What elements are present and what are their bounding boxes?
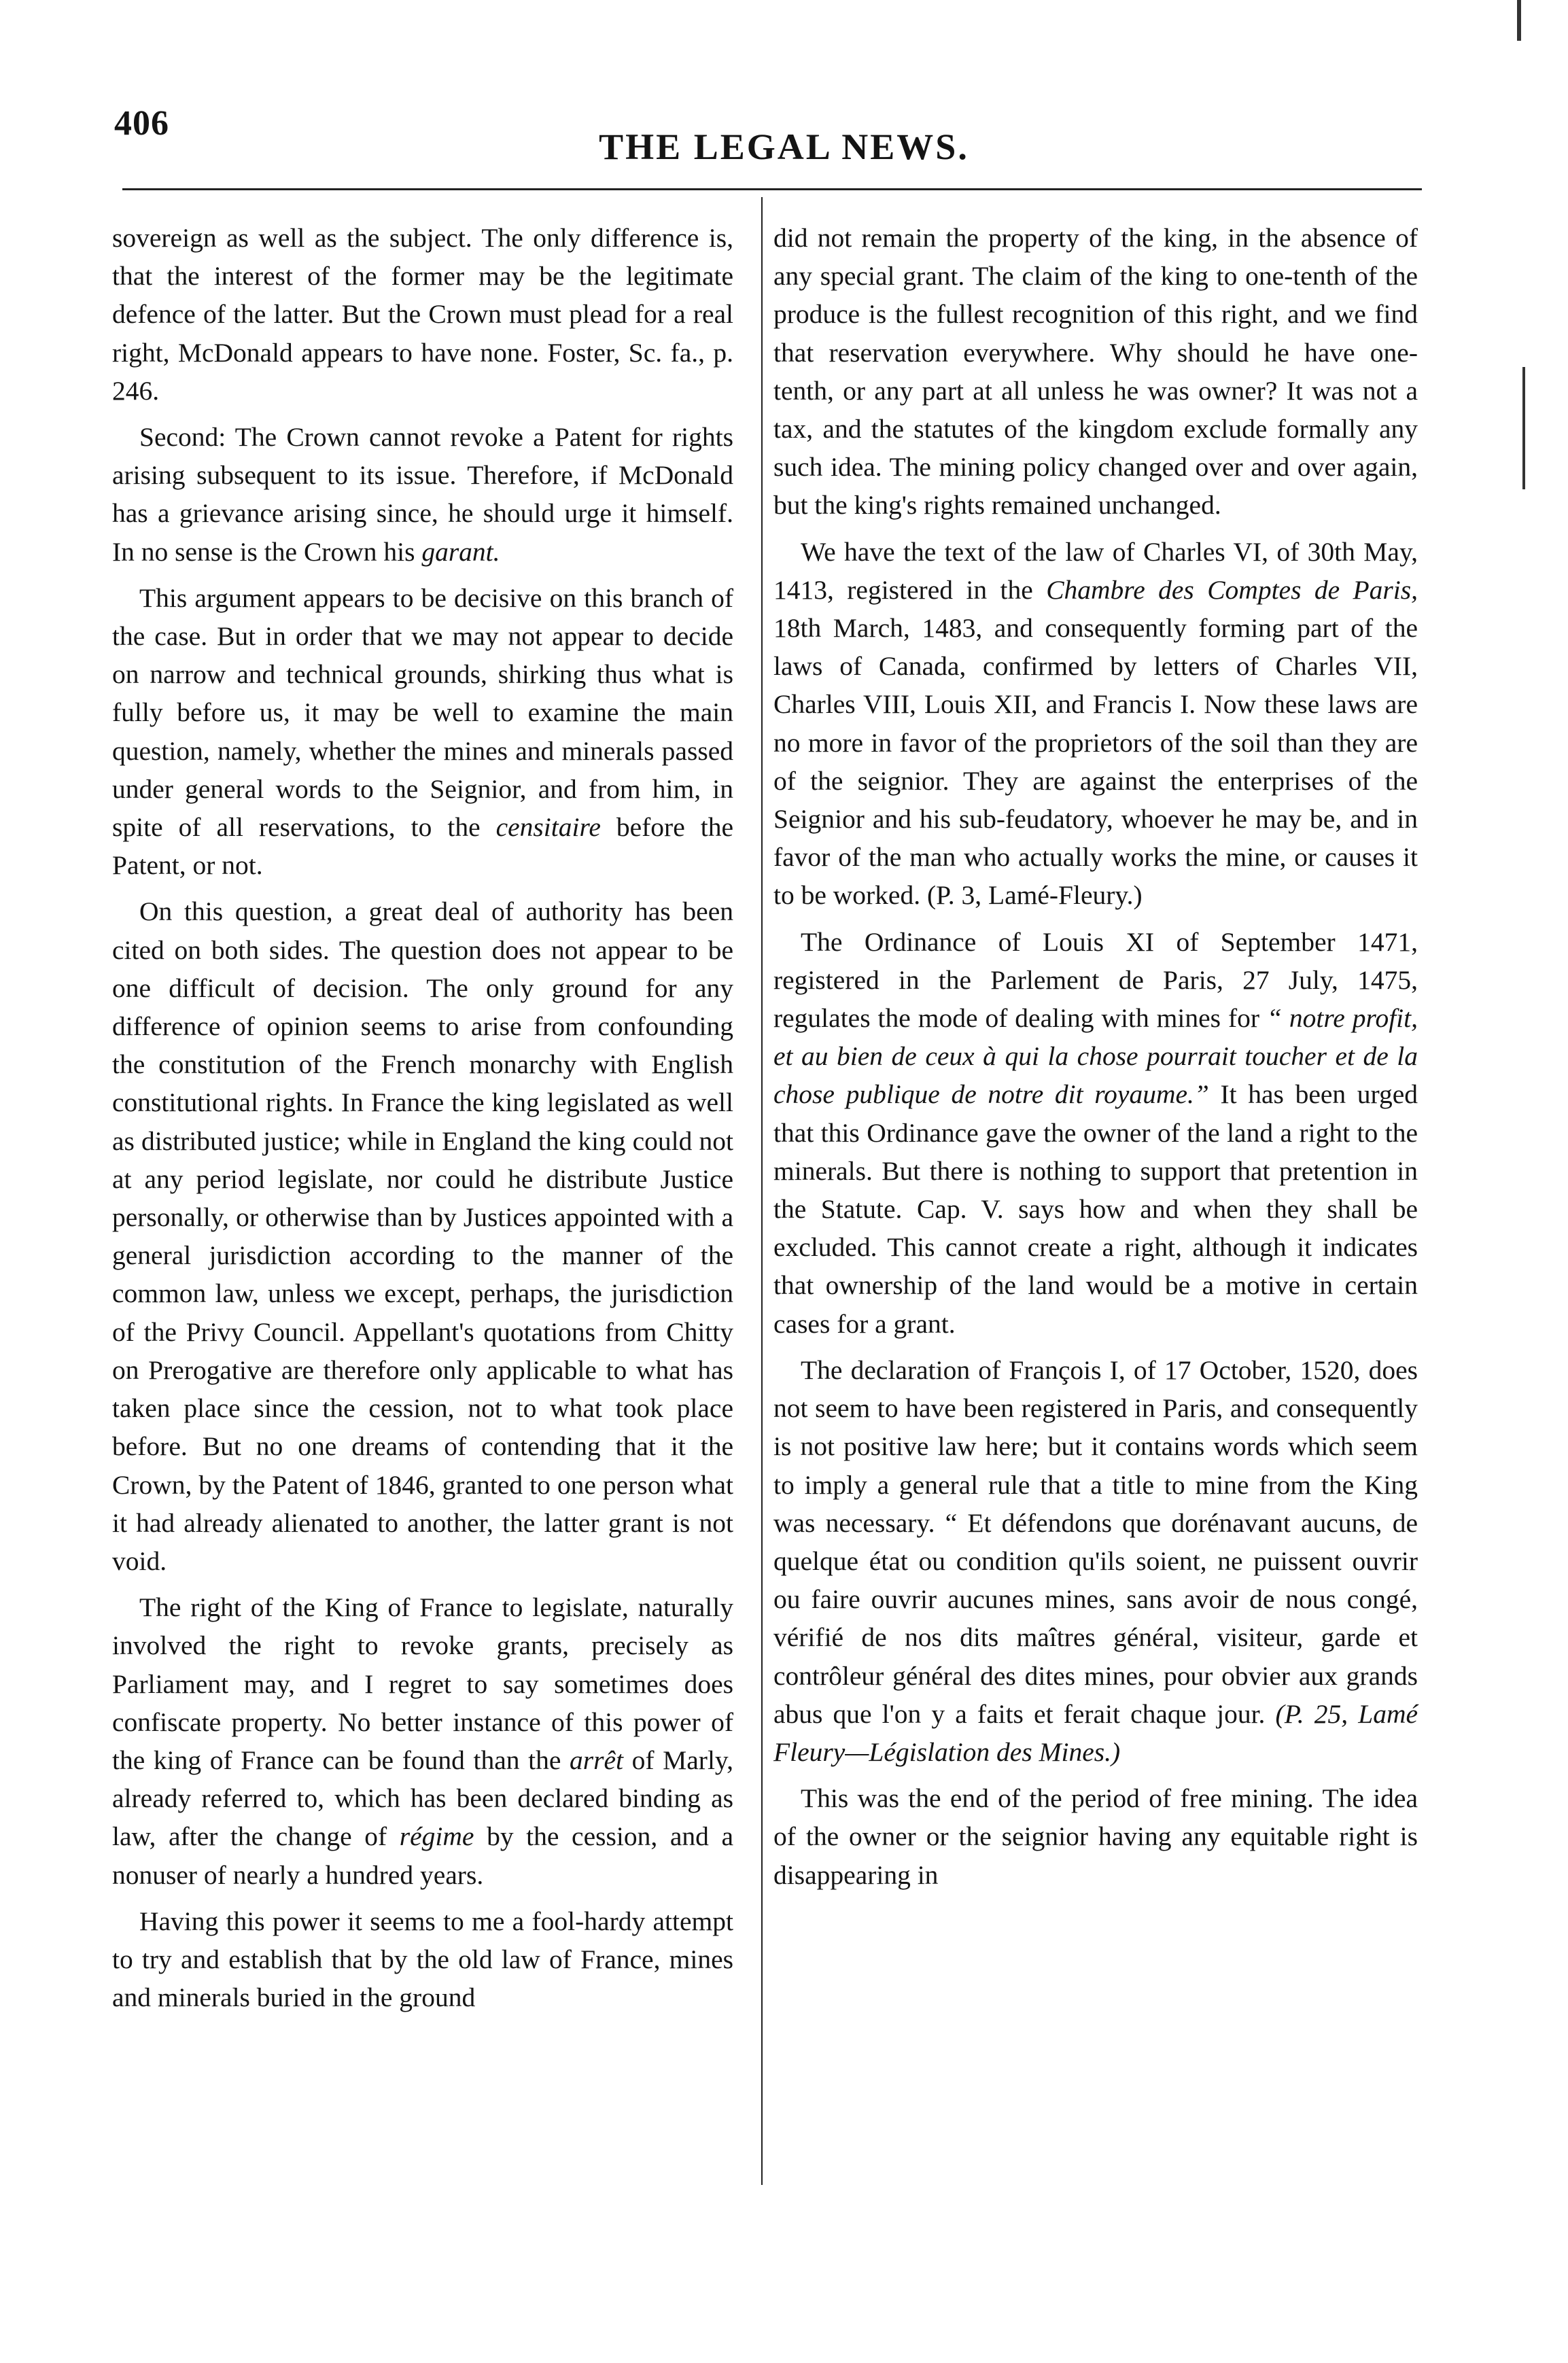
right-paragraph-2-italic: Chambre des Comptes de Paris, [1046,574,1418,605]
left-paragraph-1 [112,219,733,410]
running-head: THE LEGAL NEWS. [599,126,969,167]
left-paragraph-5-text-b: of Marly, already referred to, which has been declared binding as law, after the change of [112,1745,733,1852]
left-paragraph-5-text-c: by the cession, and a nonuser of nearly a hundred years. [112,1821,733,1890]
left-paragraph-2-text: Second: The Crown cannot revoke a Patent for rights arising subsequent to its issue. Therefore, if McDonald has a grievance arising since, he should urge it himself. In no sense is the Crown his [112,422,733,567]
right-paragraph-3-italic: “ notre profit, et au bien de ceux à qui la chose pourrait toucher et de la chose publique de notre dit royaume.” [773,1003,1418,1110]
margin-scan-mark-top [1517,0,1521,41]
right-paragraph-4-text-a: The declaration of François I, of 17 October, 1520, does not seem to have been registered in Paris, and consequently is not positive law here; but it contains words which seem to imply a general rule that a title to mine from the King was necessary. “ Et défendons que dorénavant aucuns, de quelque état ou condition qu'ils soient, ne puissent ouvrir ou faire ouvrir aucunes mines, sans avoir de nous congé, vérifié de nos dits maîtres général, visiteur, garde et contrôleur général des dites mines, pour obvier aux grands abus que l'on y a faits et ferait chaque jour. [773,1354,1418,1729]
header-rule [122,188,1422,190]
left-paragraph-5-italic-1: arrêt [570,1745,623,1775]
right-paragraph-4 [773,1351,1418,1771]
left-paragraph-2 [112,418,733,571]
column-divider [761,197,763,2185]
right-paragraph-3-text-a: The Ordinance of Louis XI of September 1471, registered in the Parlement de Paris, 27 July, 1475, regulates the mode of dealing with mines for [773,926,1418,1034]
right-paragraph-5-text: This was the end of the period of free mining. The idea of the owner or the seignior having any equitable right is disappearing in [773,1783,1418,1890]
right-paragraph-5 [773,1779,1418,1894]
margin-scan-mark-right [1522,367,1525,489]
left-column [112,219,733,2025]
left-paragraph-6 [112,1902,733,2017]
right-paragraph-2-text-a: We have the text of the law of Charles VI, of 30th May, 1413, registered in the [773,536,1418,605]
right-paragraph-4-italic: (P. 25, Lamé Fleury—Législation des Mines.) [773,1698,1418,1767]
right-paragraph-2-text-b: 18th March, 1483, and consequently forming part of the laws of Canada, confirmed by letters of Charles VII, Charles VIII, Louis XII, and Francis I. Now these laws are no more in favor of the proprietors of the soil than they are of the seignior. They are against the enterprises of the Seignior and his sub-feudatory, whoever he may be, and in favor of the man who actually works the mine, or causes it to be worked. (P. 3, Lamé-Fleury.) [773,613,1418,911]
right-paragraph-1-text: did not remain the property of the king, in the absence of any special grant. The claim of the king to one-tenth of the produce is the fullest recognition of this right, and we find that reservation everywhere. Why should he have one-tenth, or any part at all unless he was owner? It was not a tax, and the statutes of the kingdom exclude formally any such idea. The mining policy changed over and over again, but the king's rights remained unchanged. [773,223,1418,521]
left-paragraph-2-italic: garant. [421,536,500,567]
right-paragraph-2 [773,533,1418,915]
left-paragraph-5 [112,1588,733,1894]
left-paragraph-6-text: Having this power it seems to me a fool-hardy attempt to try and establish that by the old law of France, mines and minerals buried in the ground [112,1906,733,2013]
left-paragraph-5-text-a: The right of the King of France to legislate, naturally involved the right to revoke grants, precisely as Parliament may, and I regret to say sometimes does confiscate property. No better instance of this power of the king of France can be found than the [112,1592,733,1775]
left-paragraph-4 [112,892,733,1580]
left-paragraph-1-text: sovereign as well as the subject. The only difference is, that the interest of the former may be the legitimate defence of the latter. But the Crown must plead for a real right, McDonald appears to have none. Foster, Sc. fa., p. 246. [112,223,733,406]
left-paragraph-3-italic: censitaire [495,812,601,843]
right-paragraph-3-text-b: It has been urged that this Ordinance gave the owner of the land a right to the minerals. But there is nothing to support that pretention in the Statute. Cap. V. says how and when they shall be excluded. This cannot create a right, although it indicates that ownership of the land would be a motive in certain cases for a grant. [773,1079,1418,1339]
left-paragraph-4-text: On this question, a great deal of authority has been cited on both sides. The question does not appear to be one difficult of decision. The only ground for any difference of opinion seems to arise from confounding the constitution of the French monarchy with English constitutional rights. In France the king legislated as well as distributed justice; while in England the king could not at any period legislate, nor could he distribute Justice personally, or otherwise than by Justices appointed with a general jurisdiction according to the manner of the common law, unless we except, perhaps, the jurisdiction of the Privy Council. Appellant's quotations from Chitty on Prerogative are therefore only applicable to what has taken place since the cession, not to what took place before. But no one dreams of contending that it the Crown, by the Patent of 1846, granted to one person what it had already alienated to another, the latter grant is not void. [112,896,733,1576]
page-number: 406 [114,104,169,143]
right-paragraph-3 [773,923,1418,1343]
left-paragraph-3 [112,579,733,885]
left-paragraph-3-text-b: before the Patent, or not. [112,812,733,881]
right-paragraph-1 [773,219,1418,525]
right-column [773,219,1418,1902]
left-paragraph-3-text-a: This argument appears to be decisive on this branch of the case. But in order that we may not appear to decide on narrow and technical grounds, shirking thus what is fully before us, it may be well to examine the main question, namely, whether the mines and minerals passed under general words to the Seignior, and from him, in spite of all reservations, to the [112,582,733,843]
left-paragraph-5-italic-2: régime [399,1821,474,1852]
